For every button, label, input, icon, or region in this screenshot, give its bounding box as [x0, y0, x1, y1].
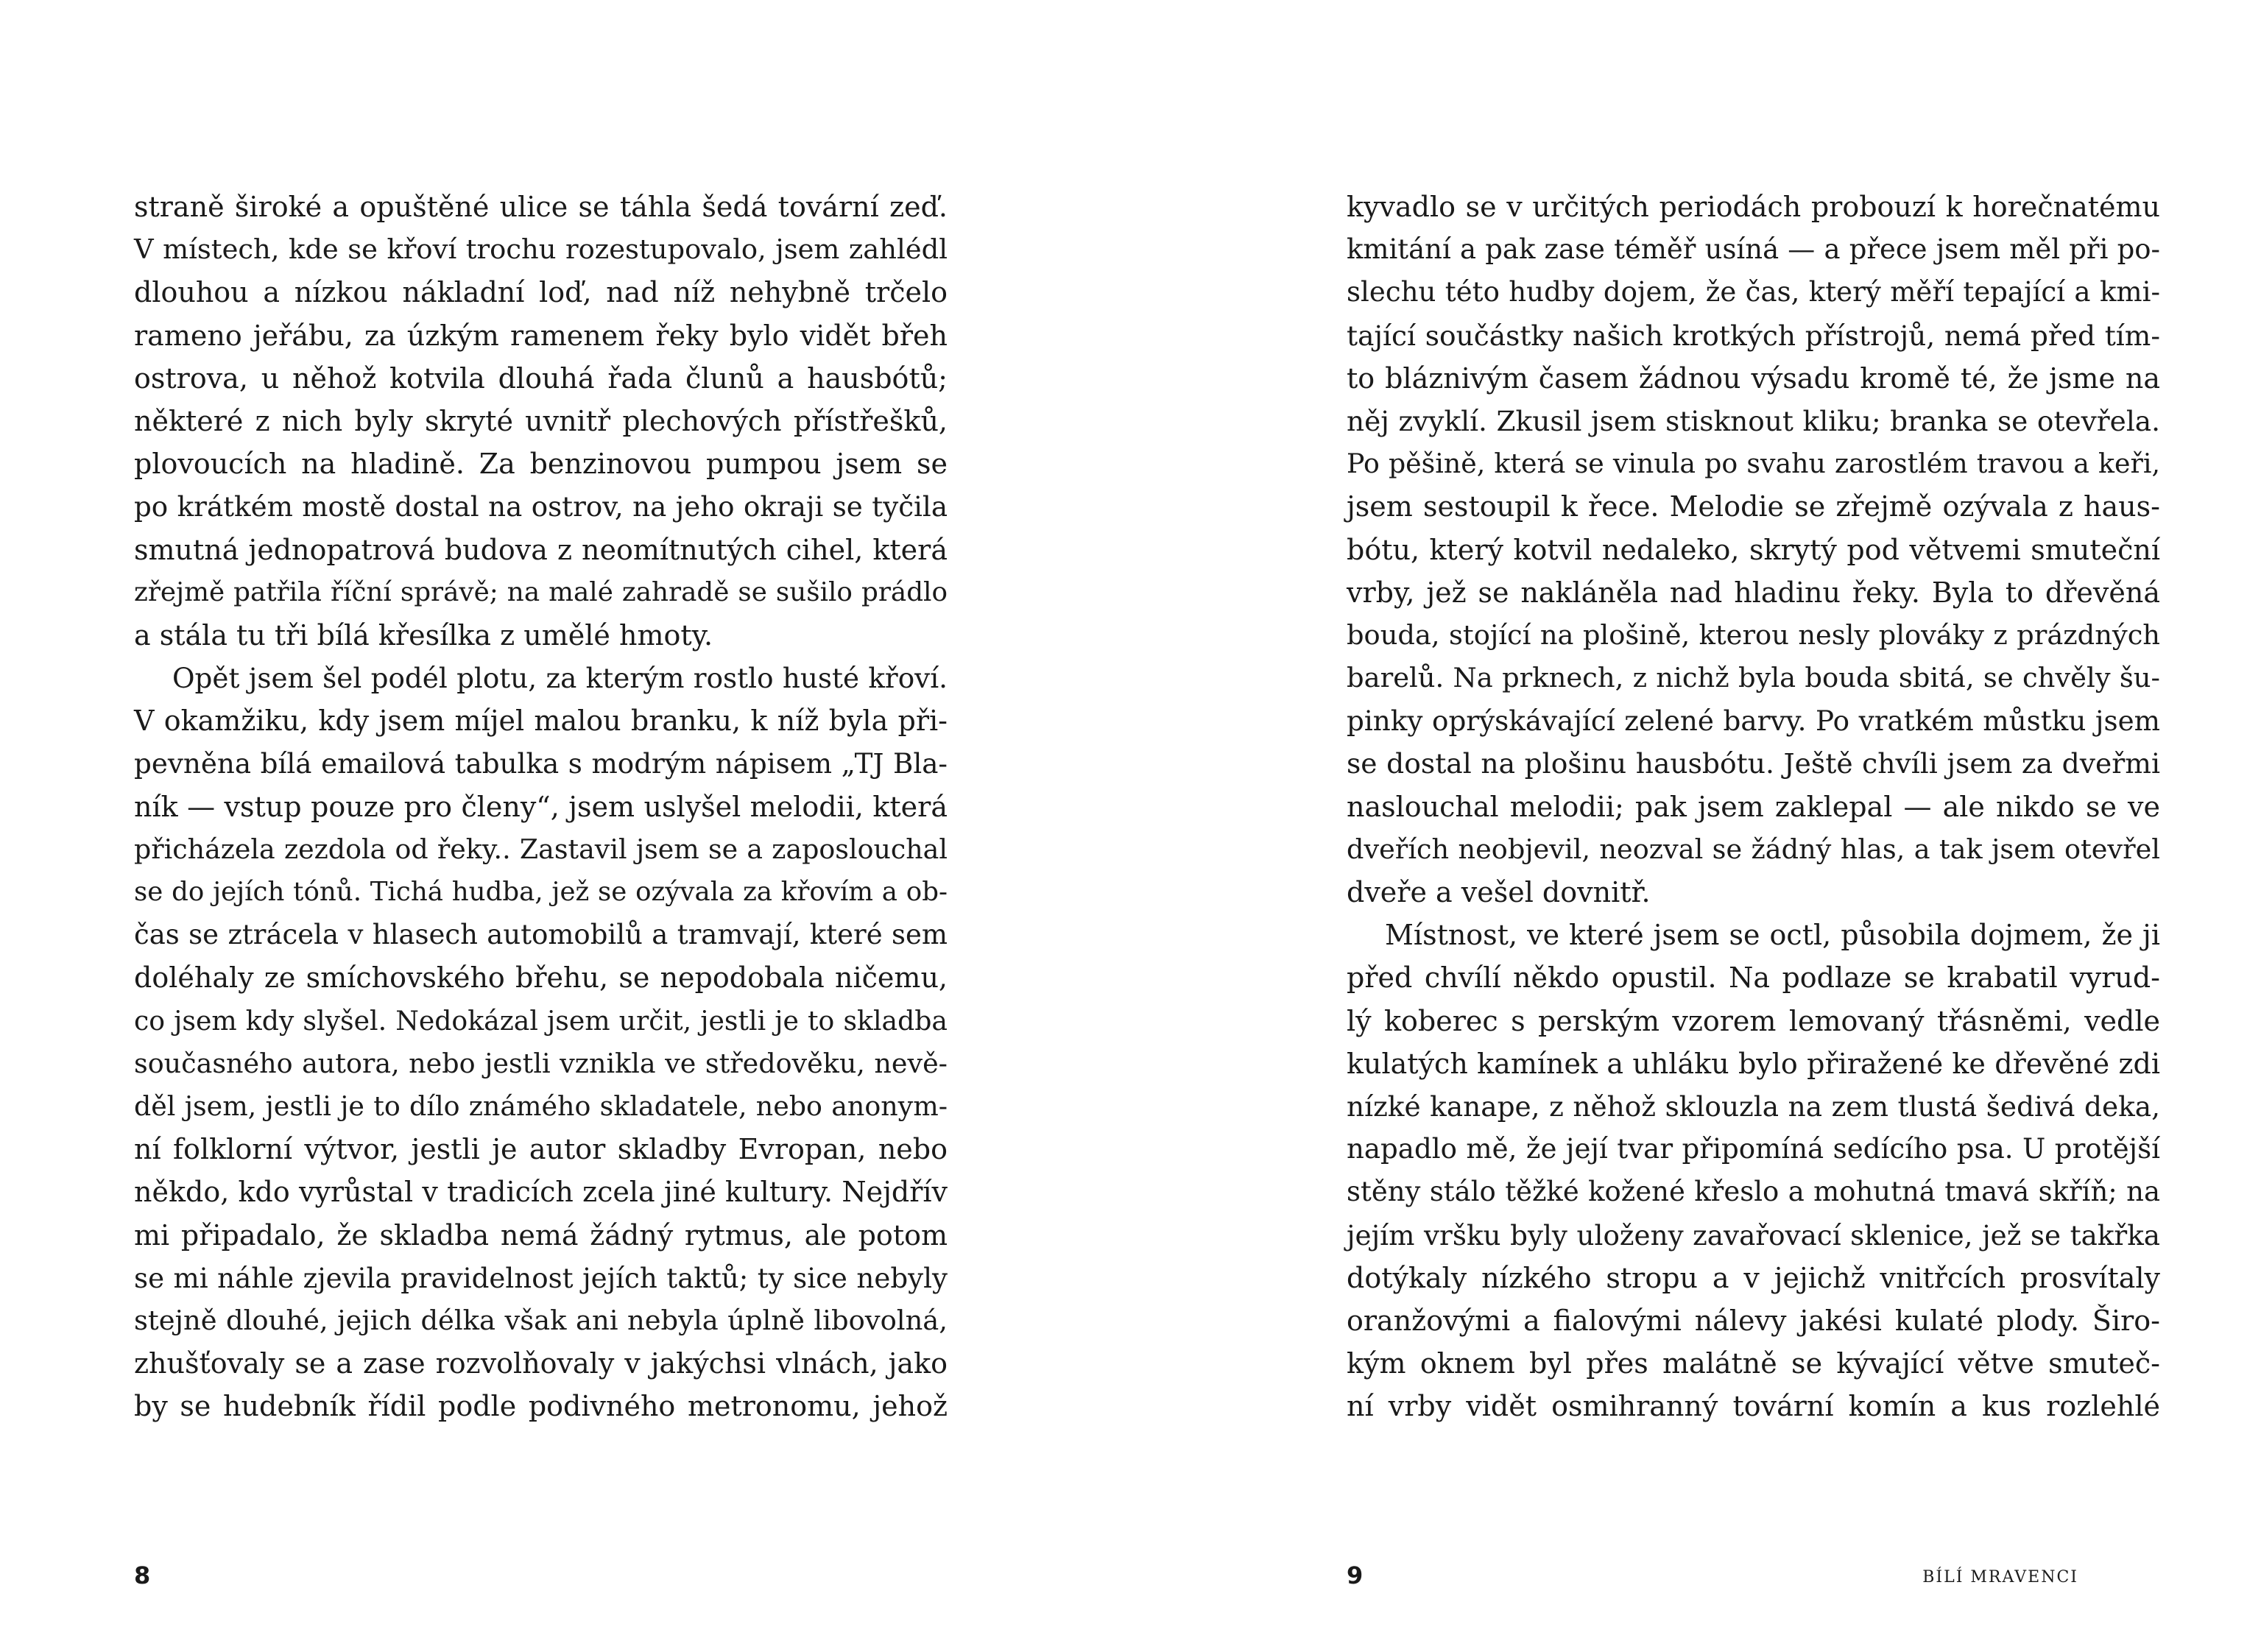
text-line: něj zvyklí. Zkusil jsem stisknout kliku; branka se otevřela. — [1347, 404, 2160, 437]
text-line: bouda, stojící na plošině, kterou nesly plováky z prázdných — [1347, 618, 2160, 651]
page-number-right: 9 — [1347, 1561, 1364, 1589]
text-line: kyvadlo se v určitých periodách probouzí k horečnatému — [1347, 191, 2160, 223]
text-line: napadlo mě, že její tvar připomíná sedícího psa. U protější — [1347, 1133, 2160, 1165]
text-line: zřejmě patřila říční správě; na malé zahradě se sušilo prádlo — [134, 576, 948, 607]
text-line: smutná jednopatrová budova z neomítnutých cihel, která — [134, 533, 948, 566]
paragraph-last-line: a stála tu tři bílá křesílka z umělé hmoty. — [134, 618, 713, 652]
text-line: lý koberec s perským vzorem lemovaný třásněmi, vedle — [1347, 1004, 2160, 1037]
text-line: pevněna bílá emailová tabulka s modrým nápisem „TJ Bla- — [134, 747, 948, 780]
text-line: slechu této hudby dojem, že čas, který měří tepající a kmi- — [1347, 276, 2160, 308]
text-line: naslouchal melodii; pak jsem zaklepal — ale nikdo se ve — [1347, 790, 2160, 823]
text-line: mi připadalo, že skladba nemá žádný rytmus, ale potom — [134, 1218, 948, 1252]
text-line: děl jsem, jestli je to dílo známého skladatele, nebo anonym- — [134, 1090, 948, 1122]
text-line: oranžovými a fialovými nálevy jakési kulaté plody. Širo- — [1347, 1304, 2160, 1337]
text-line: se mi náhle zjevila pravidelnost jejích taktů; ty sice nebyly — [134, 1261, 948, 1294]
paragraph-first-line: Místnost, ve které jsem se octl, působila dojmem, že ji — [1385, 919, 2160, 952]
left-page-text — [134, 186, 948, 1427]
text-line: ník — vstup pouze pro členy“, jsem uslyšel melodii, která — [134, 790, 948, 823]
text-line: zhušťovaly se a zase rozvolňovaly v jakýchsi vlnách, jako — [134, 1347, 948, 1380]
text-line: současného autora, nebo jestli vznikla ve středověku, nevě- — [134, 1047, 948, 1079]
paragraph-first-line: Opět jsem šel podél plotu, za kterým rostlo husté křoví. — [172, 662, 948, 695]
text-line: stěny stálo těžké kožené křeslo a mohutná tmavá skříň; na — [1347, 1176, 2160, 1208]
text-line: jejím vršku byly uloženy zavařovací sklenice, jež se takřka — [1347, 1218, 2160, 1252]
text-line: čas se ztrácela v hlasech automobilů a tramvají, které sem — [134, 919, 948, 951]
text-line: bótu, který kotvil nedaleko, skrytý pod větvemi smuteční — [1347, 533, 2160, 566]
text-line: se do jejích tónů. Tichá hudba, jež se ozývala za křovím a ob- — [134, 877, 948, 907]
left-page — [0, 0, 1130, 1652]
text-line: kulatých kamínek a uhláku bylo přiražené ke dřevěné zdi — [1347, 1047, 2160, 1080]
text-line: doléhaly ze smíchovského břehu, se nepodobala ničemu, — [134, 961, 948, 995]
text-line: kým oknem byl přes malátně se kývající větve smuteč- — [1347, 1347, 2160, 1380]
text-line: se dostal na plošinu hausbótu. Ještě chvíli jsem za dveřmi — [1347, 747, 2160, 780]
right-page-text — [1347, 186, 2160, 1427]
text-line: Po pěšině, která se vinula po svahu zarostlém travou a keři, — [1347, 448, 2160, 480]
text-line: plovoucích na hladině. Za benzinovou pumpou jsem se — [134, 448, 948, 481]
text-line: tající součástky našich krotkých přístrojů, nemá před tím- — [1347, 319, 2160, 352]
page-number-left: 8 — [134, 1561, 151, 1589]
right-page — [1131, 0, 2261, 1652]
text-line: ní folklorní výtvor, jestli je autor skladby Evropan, nebo — [134, 1133, 948, 1166]
text-line: rameno jeřábu, za úzkým ramenem řeky bylo vidět břeh — [134, 319, 948, 352]
text-line: vrby, jež se nakláněla nad hladinu řeky. Byla to dřevěná — [1347, 576, 2160, 609]
text-line: jsem sestoupil k řece. Melodie se zřejmě ozývala z haus- — [1347, 490, 2160, 523]
paragraph-last-line: dveře a vešel dovnitř. — [1347, 876, 1651, 908]
text-line: by se hudebník řídil podle podivného metronomu, jehož — [134, 1390, 948, 1423]
text-line: ostrova, u něhož kotvila dlouhá řada člunů a hausbótů; — [134, 361, 948, 395]
text-line: nízké kanape, z něhož sklouzla na zem tlustá šedivá deka, — [1347, 1090, 2160, 1123]
text-line: kmitání a pak zase téměř usíná — a přece jsem měl při po- — [1347, 233, 2160, 266]
text-line: straně široké a opuštěné ulice se táhla šedá tovární zeď. — [134, 191, 948, 223]
text-line: co jsem kdy slyšel. Nedokázal jsem určit, jestli je to skladba — [134, 1004, 948, 1037]
text-line: pinky oprýskávající zelené barvy. Po vratkém můstku jsem — [1347, 705, 2160, 738]
text-line: barelů. Na prknech, z nichž byla bouda sbitá, se chvěly šu- — [1347, 662, 2160, 694]
text-line: dotýkaly nízkého stropu a v jejichž vnitřcích prosvítaly — [1347, 1261, 2160, 1294]
text-line: ní vrby vidět osmihranný tovární komín a kus rozlehlé — [1347, 1390, 2160, 1423]
running-header-book-title: BÍLÍ MRAVENCI — [1922, 1568, 2078, 1586]
text-line: to bláznivým časem žádnou výsadu kromě té, že jsme na — [1347, 361, 2160, 395]
text-line: přicházela zezdola od řeky.. Zastavil jsem se a zaposlouchal — [134, 833, 948, 865]
text-line: některé z nich byly skryté uvnitř plechových přístřešků, — [134, 404, 948, 437]
text-line: V okamžiku, kdy jsem míjel malou branku, k níž byla při- — [134, 705, 948, 738]
text-line: někdo, kdo vyrůstal v tradicích zcela jiné kultury. Nejdřív — [134, 1176, 948, 1209]
text-line: stejně dlouhé, jejich délka však ani nebyla úplně libovolná, — [134, 1304, 948, 1336]
text-line: dlouhou a nízkou nákladní loď, nad níž nehybně trčelo — [134, 276, 948, 309]
text-line: dveřích neobjevil, neozval se žádný hlas, a tak jsem otevřel — [1347, 833, 2160, 865]
text-line: V místech, kde se křoví trochu rozestupovalo, jsem zahlédl — [134, 233, 948, 266]
text-line: po krátkém mostě dostal na ostrov, na jeho okraji se tyčila — [134, 490, 948, 523]
text-line: před chvílí někdo opustil. Na podlaze se krabatil vyrud- — [1347, 961, 2160, 995]
